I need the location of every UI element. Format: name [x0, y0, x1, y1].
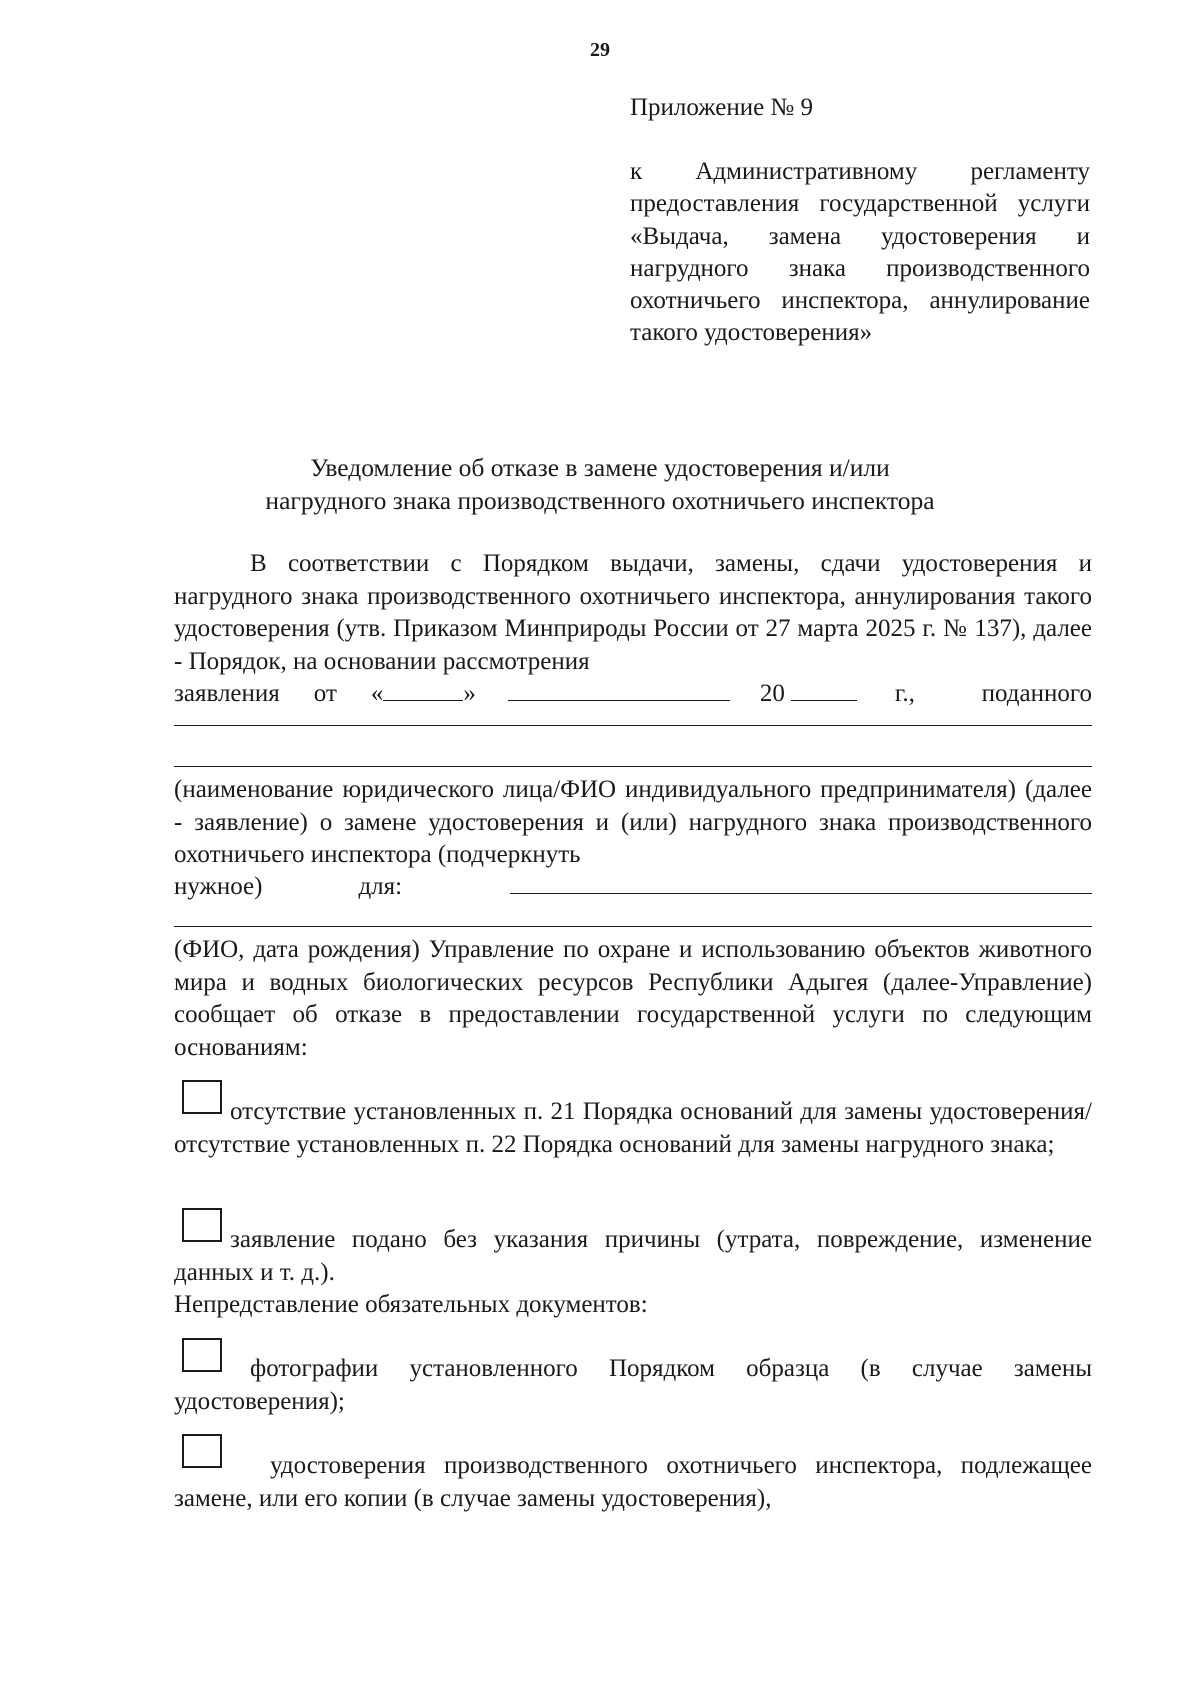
applicant-paragraph: (наименование юридического лица/ФИО индивидуального предпринимателя) (далее - заявление) о замене удостоверения и (или) нагрудного знака производственного охотничьего инспектора (подчеркнуть — [174, 776, 1092, 868]
for-row — [174, 871, 1092, 904]
year-prefix: 20 — [759, 680, 785, 707]
applicant-blank-line-1 — [174, 725, 1092, 726]
appendix-header — [630, 93, 1090, 350]
reason-1-text: отсутствие установленных п. 21 Порядка оснований для замены удостоверения/ отсутствие установленных п. 22 Порядка оснований для замены нагрудного знака; — [174, 1098, 1092, 1158]
document-2-text: удостоверения производственного охотничьего инспектора, подлежащее замене, или его копии (в случае замены удостоверения), — [174, 1452, 1092, 1512]
appendix-reference: к Административному регламенту предоставления государственной услуги «Выдача, замена удостоверения и нагрудного знака производственного охотничьего инспектора, аннулирование такого удостоверения» — [630, 158, 1090, 347]
management-paragraph: (ФИО, дата рождения) Управление по охране и использованию объектов животного мира и водных биологических ресурсов Республики Адыгея (далее-Управление) сообщает об отказе в предоставлении государственной услуги по следующим основаниям: — [174, 936, 1092, 1061]
missing-documents-heading: Непредставление обязательных документов: — [174, 1291, 648, 1318]
notice-title-line-1: Уведомление об отказе в замене удостоверения и/или — [310, 453, 890, 482]
quote-open: « — [370, 680, 384, 707]
person-blank-line — [174, 926, 1092, 927]
for-blank — [510, 873, 1092, 894]
applicant-blank-line-2 — [174, 766, 1092, 767]
from-label: от — [313, 680, 337, 707]
application-date-row — [174, 678, 1092, 711]
notice-title-line-2: нагрудного знака производственного охотничьего инспектора — [265, 486, 935, 515]
month-blank — [508, 680, 730, 701]
intro-paragraph: В соответствии с Порядком выдачи, замены, сдачи удостоверения и нагрудного знака производственного охотничьего инспектора, аннулирования такого удостоверения (утв. Приказом Минприроды России от 27 марта 2025 г. № 137), далее - Порядок, на основании рассмотрения — [174, 550, 1092, 675]
year-blank — [791, 680, 857, 701]
for-label: для: — [358, 873, 403, 900]
filed-label: поданного — [981, 680, 1092, 707]
needed-label: нужное) — [174, 873, 263, 900]
appendix-title: Приложение № 9 — [630, 94, 814, 121]
notice-title — [150, 451, 1050, 517]
document-1-text: фотографии установленного Порядком образца (в случае замены удостоверения); — [174, 1355, 1092, 1415]
year-suffix: г., — [894, 680, 915, 707]
application-label: заявления — [174, 680, 280, 707]
reason-2-text: заявление подано без указания причины (утрата, повреждение, изменение данных и т. д.). — [174, 1226, 1092, 1286]
page-number: 29 — [590, 39, 610, 61]
day-blank — [383, 680, 463, 701]
quote-close: » — [463, 680, 476, 707]
